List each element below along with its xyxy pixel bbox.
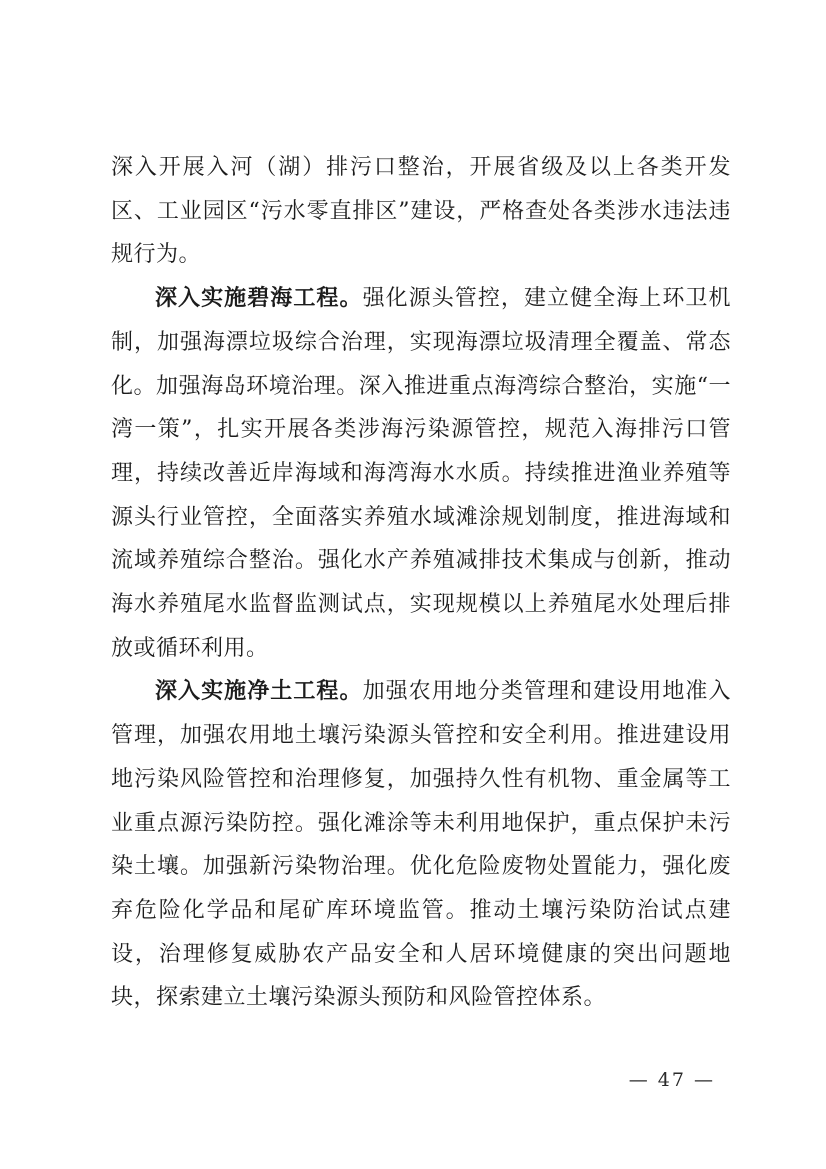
paragraph-lead: 深入实施净土工程。 [155, 679, 363, 705]
paragraph [111, 277, 731, 670]
paragraph-text: 深入开展入河（湖）排污口整治，开展省级及以上各类开发区、工业园区“污水零直排区”建设，严格查处各类涉水违法违规行为。 [111, 155, 731, 268]
paragraph [111, 670, 731, 1020]
page-number: — 47 — [628, 1069, 715, 1091]
paragraph-lead: 深入实施碧海工程。 [155, 286, 363, 312]
paragraph-text: 加强农用地分类管理和建设用地准入管理，加强农用地土壤污染源头管控和安全利用。推进建设用地污染风险管控和治理修复，加强持久性有机物、重金属等工业重点源污染防控。强化滩涂等未利用地保护，重点保护未污染土壤。加强新污染物治理。优化危险废物处置能力，强化废弃危险化学品和尾矿库环境监管。推动土壤污染防治试点建设，治理修复威胁农产品安全和人居环境健康的突出问题地块，探索建立土壤污染源头预防和风险管控体系。 [111, 679, 731, 1011]
paragraph-text: 强化源头管控，建立健全海上环卫机制，加强海漂垃圾综合治理，实现海漂垃圾清理全覆盖、常态化。加强海岛环境治理。深入推进重点海湾综合整治，实施“一湾一策”，扎实开展各类涉海污染源管控，规范入海排污口管理，持续改善近岸海域和海湾海水水质。持续推进渔业养殖等源头行业管控，全面落实养殖水域滩涂规划制度，推进海域和流域养殖综合整治。强化水产养殖减排技术集成与创新，推动海水养殖尾水监督监测试点，实现规模以上养殖尾水处理后排放或循环利用。 [111, 286, 731, 661]
paragraph [111, 146, 731, 277]
document-body [111, 146, 731, 1020]
